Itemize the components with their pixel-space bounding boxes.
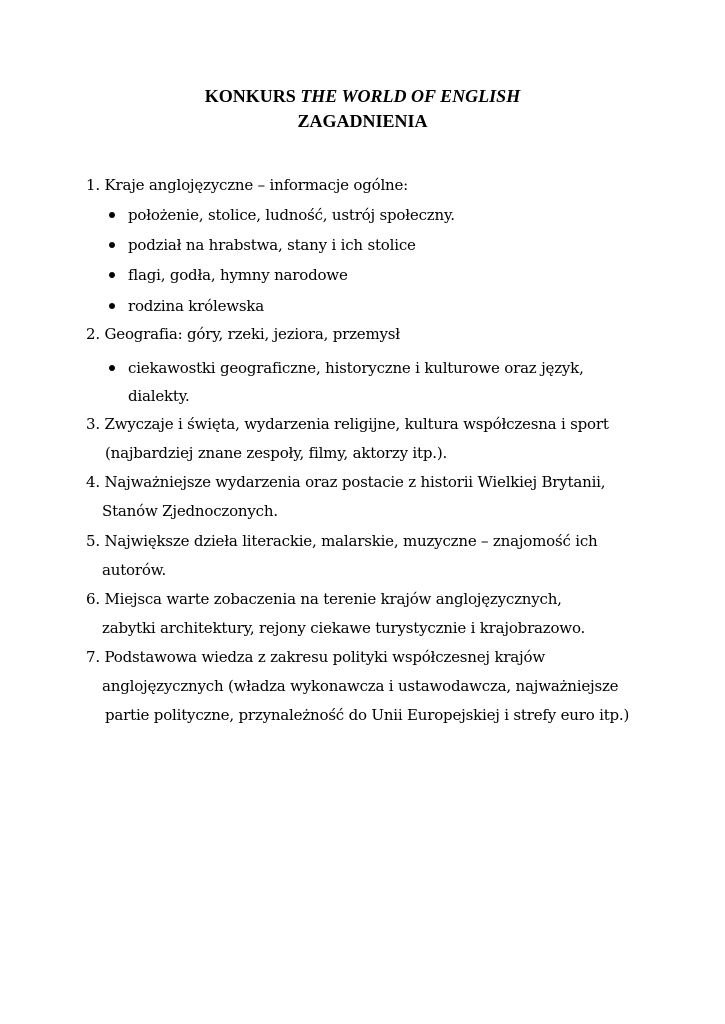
section-3-line-2: (najbardziej znane zespoły, filmy, aktorzy itp.). [105,444,448,462]
document-title [0,84,725,109]
section-2-bullet-line-1: ciekawostki geograficzne, historyczne i kulturowe oraz język, [128,359,584,377]
section-7-line-2: anglojęzycznych (władza wykonawcza i ustawodawcza, najważniejsze [102,677,619,695]
section-1-bullet: flagi, godła, hymny narodowe [128,266,348,284]
title-italic: THE WORLD OF ENGLISH [300,86,521,106]
section-7-line-1: 7. Podstawowa wiedza z zakresu polityki współczesnej krajów [86,648,545,666]
section-6-line-2: zabytki architektury, rejony ciekawe turystycznie i krajobrazowo. [102,619,586,637]
section-1-bullet: podział na hrabstwa, stany i ich stolice [128,236,416,254]
section-2-bullet-line-2: dialekty. [128,387,190,405]
document-subtitle: ZAGADNIENIA [297,111,428,131]
section-5-line-1: 5. Największe dzieła literackie, malarskie, muzyczne – znajomość ich [86,532,598,550]
section-4-line-1: 4. Najważniejsze wydarzenia oraz postacie z historii Wielkiej Brytanii, [86,473,606,491]
section-4-line-2: Stanów Zjednoczonych. [102,502,278,520]
section-3-line-1: 3. Zwyczaje i święta, wydarzenia religijne, kultura współczesna i sport [86,415,609,433]
bullet-icon [109,212,115,218]
section-1-bullet: rodzina królewska [128,297,265,315]
bullet-icon [109,303,115,309]
title-prefix: KONKURS [204,86,301,106]
section-1-heading: 1. Kraje anglojęzyczne – informacje ogólne: [86,176,409,194]
bullet-icon [109,272,115,278]
section-1-bullet: położenie, stolice, ludność, ustrój społeczny. [128,206,455,224]
section-5-line-2: autorów. [102,561,167,579]
bullet-icon [109,242,115,248]
section-2-heading: 2. Geografia: góry, rzeki, jeziora, przemysł [86,325,400,343]
section-6-line-1: 6. Miejsca warte zobaczenia na terenie krajów anglojęzycznych, [86,590,562,608]
document-title-block [0,84,725,134]
section-7-line-3: partie polityczne, przynależność do Unii Europejskiej i strefy euro itp.) [105,706,630,724]
bullet-icon [109,365,115,371]
